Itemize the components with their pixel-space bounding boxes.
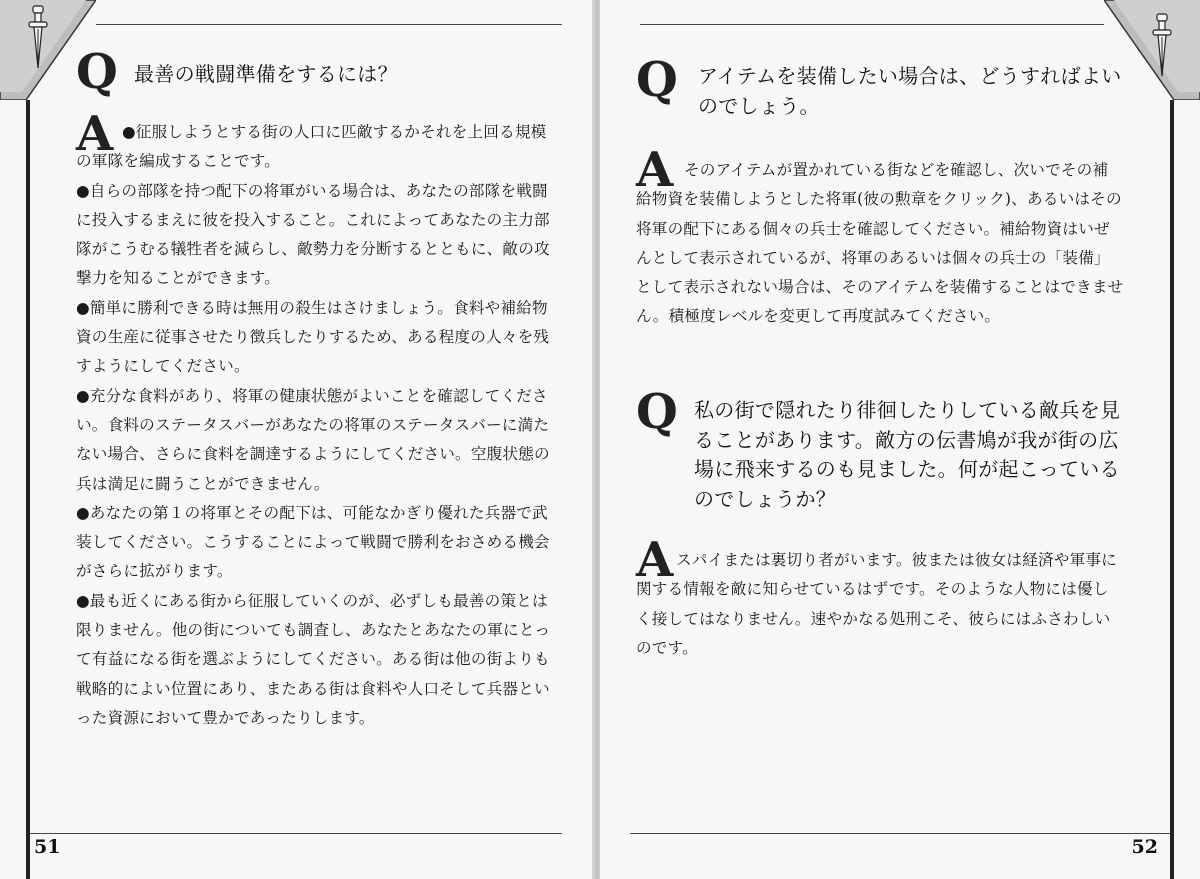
question-text: アイテムを装備したい場合は、どうすればよいのでしょう。 bbox=[698, 64, 1122, 118]
answer-paragraph: ●あなたの第１の将軍とその配下は、可能なかぎり優れた兵器で武装してください。こうすることによって戦闘で勝利をおさめる機会がさらに拡がります。 bbox=[76, 503, 550, 581]
answer-text: そのアイテムが置かれている街などを確認し、次いでその補給物資を装備しようとした将軍(彼の勲章をクリック)、あるいはその将軍の配下にある個々の兵士を確認してください。補給物資はいぜんとして表示されているが、将軍のあるいは個々の兵士の「装備」として表示されない場合は、そのアイテムを装備することはできません。積極度レベルを変更して再度試みてください。 bbox=[636, 161, 1124, 326]
q-letter: Q bbox=[76, 44, 118, 100]
answer-text: スパイまたは裏切り者がいます。彼または彼女は経済や軍事に関する情報を敵に知らせているはずです。そのような人物には優しく接してはなりません。速やかなる処刑こそ、彼らにはふさわしいのです。 bbox=[636, 551, 1117, 657]
answer-paragraph: ●充分な食料があり、将軍の健康状態がよいことを確認してください。食料のステータスバーがあなたの将軍のステータスバーに満たない場合、さらに食料を調達するようにしてください。空腹状態の兵は満足に闘うことができません。 bbox=[76, 386, 550, 493]
question-text: 最善の戦闘準備をするには？ bbox=[134, 62, 398, 86]
page-number: 51 bbox=[34, 836, 61, 858]
frame-side-line bbox=[26, 100, 30, 879]
a-letter: A bbox=[636, 532, 674, 588]
question-text: 私の街で隠れたり徘徊したりしている敵兵を見ることがあります。敵方の伝書鳩が我が街の広場に飛来するのも見ました。何が起こっているのでしょうか？ bbox=[694, 398, 1121, 511]
frame-top-line bbox=[96, 24, 562, 25]
page-number: 52 bbox=[1131, 836, 1158, 858]
answer-paragraph: ●征服しようとする街の人口に匹敵するかそれを上回る規模の軍隊を編成することです。 bbox=[76, 123, 547, 171]
a-letter: A bbox=[76, 106, 114, 162]
frame-side-line bbox=[1170, 100, 1174, 879]
answer-paragraph: ●自らの部隊を持つ配下の将軍がいる場合は、あなたの部隊を戦闘に投入するまえに彼を投入すること。これによってあなたの主力部隊がこうむる犠牲者を減らし、敵勢力を分断するとともに、敵の攻撃力を知ることができます。 bbox=[76, 181, 550, 288]
q-letter: Q bbox=[636, 52, 678, 108]
answer-paragraph: ●最も近くにある街から征服していくのが、必ずしも最善の策とは限りません。他の街についても調査し、あなたとあなたの軍にとって有益になる街を選ぶようにしてください。ある街は他の街よりも戦略的によい位置にあり、またある街は食料や人口そして兵器といった資源において豊かであったりします。 bbox=[76, 591, 551, 727]
q-letter: Q bbox=[636, 384, 678, 440]
frame-bottom-line bbox=[30, 833, 562, 834]
frame-bottom-line bbox=[630, 833, 1170, 834]
frame-top-line bbox=[640, 24, 1104, 25]
page-left bbox=[0, 0, 592, 879]
page-right bbox=[600, 0, 1200, 879]
answer-text bbox=[76, 118, 562, 733]
a-letter: A bbox=[636, 142, 674, 198]
answer-paragraph: ●簡単に勝利できる時は無用の殺生はさけましょう。食料や補給物資の生産に従事させたり徴兵したりするため、ある程度の人々を残すようにしてください。 bbox=[76, 298, 550, 376]
